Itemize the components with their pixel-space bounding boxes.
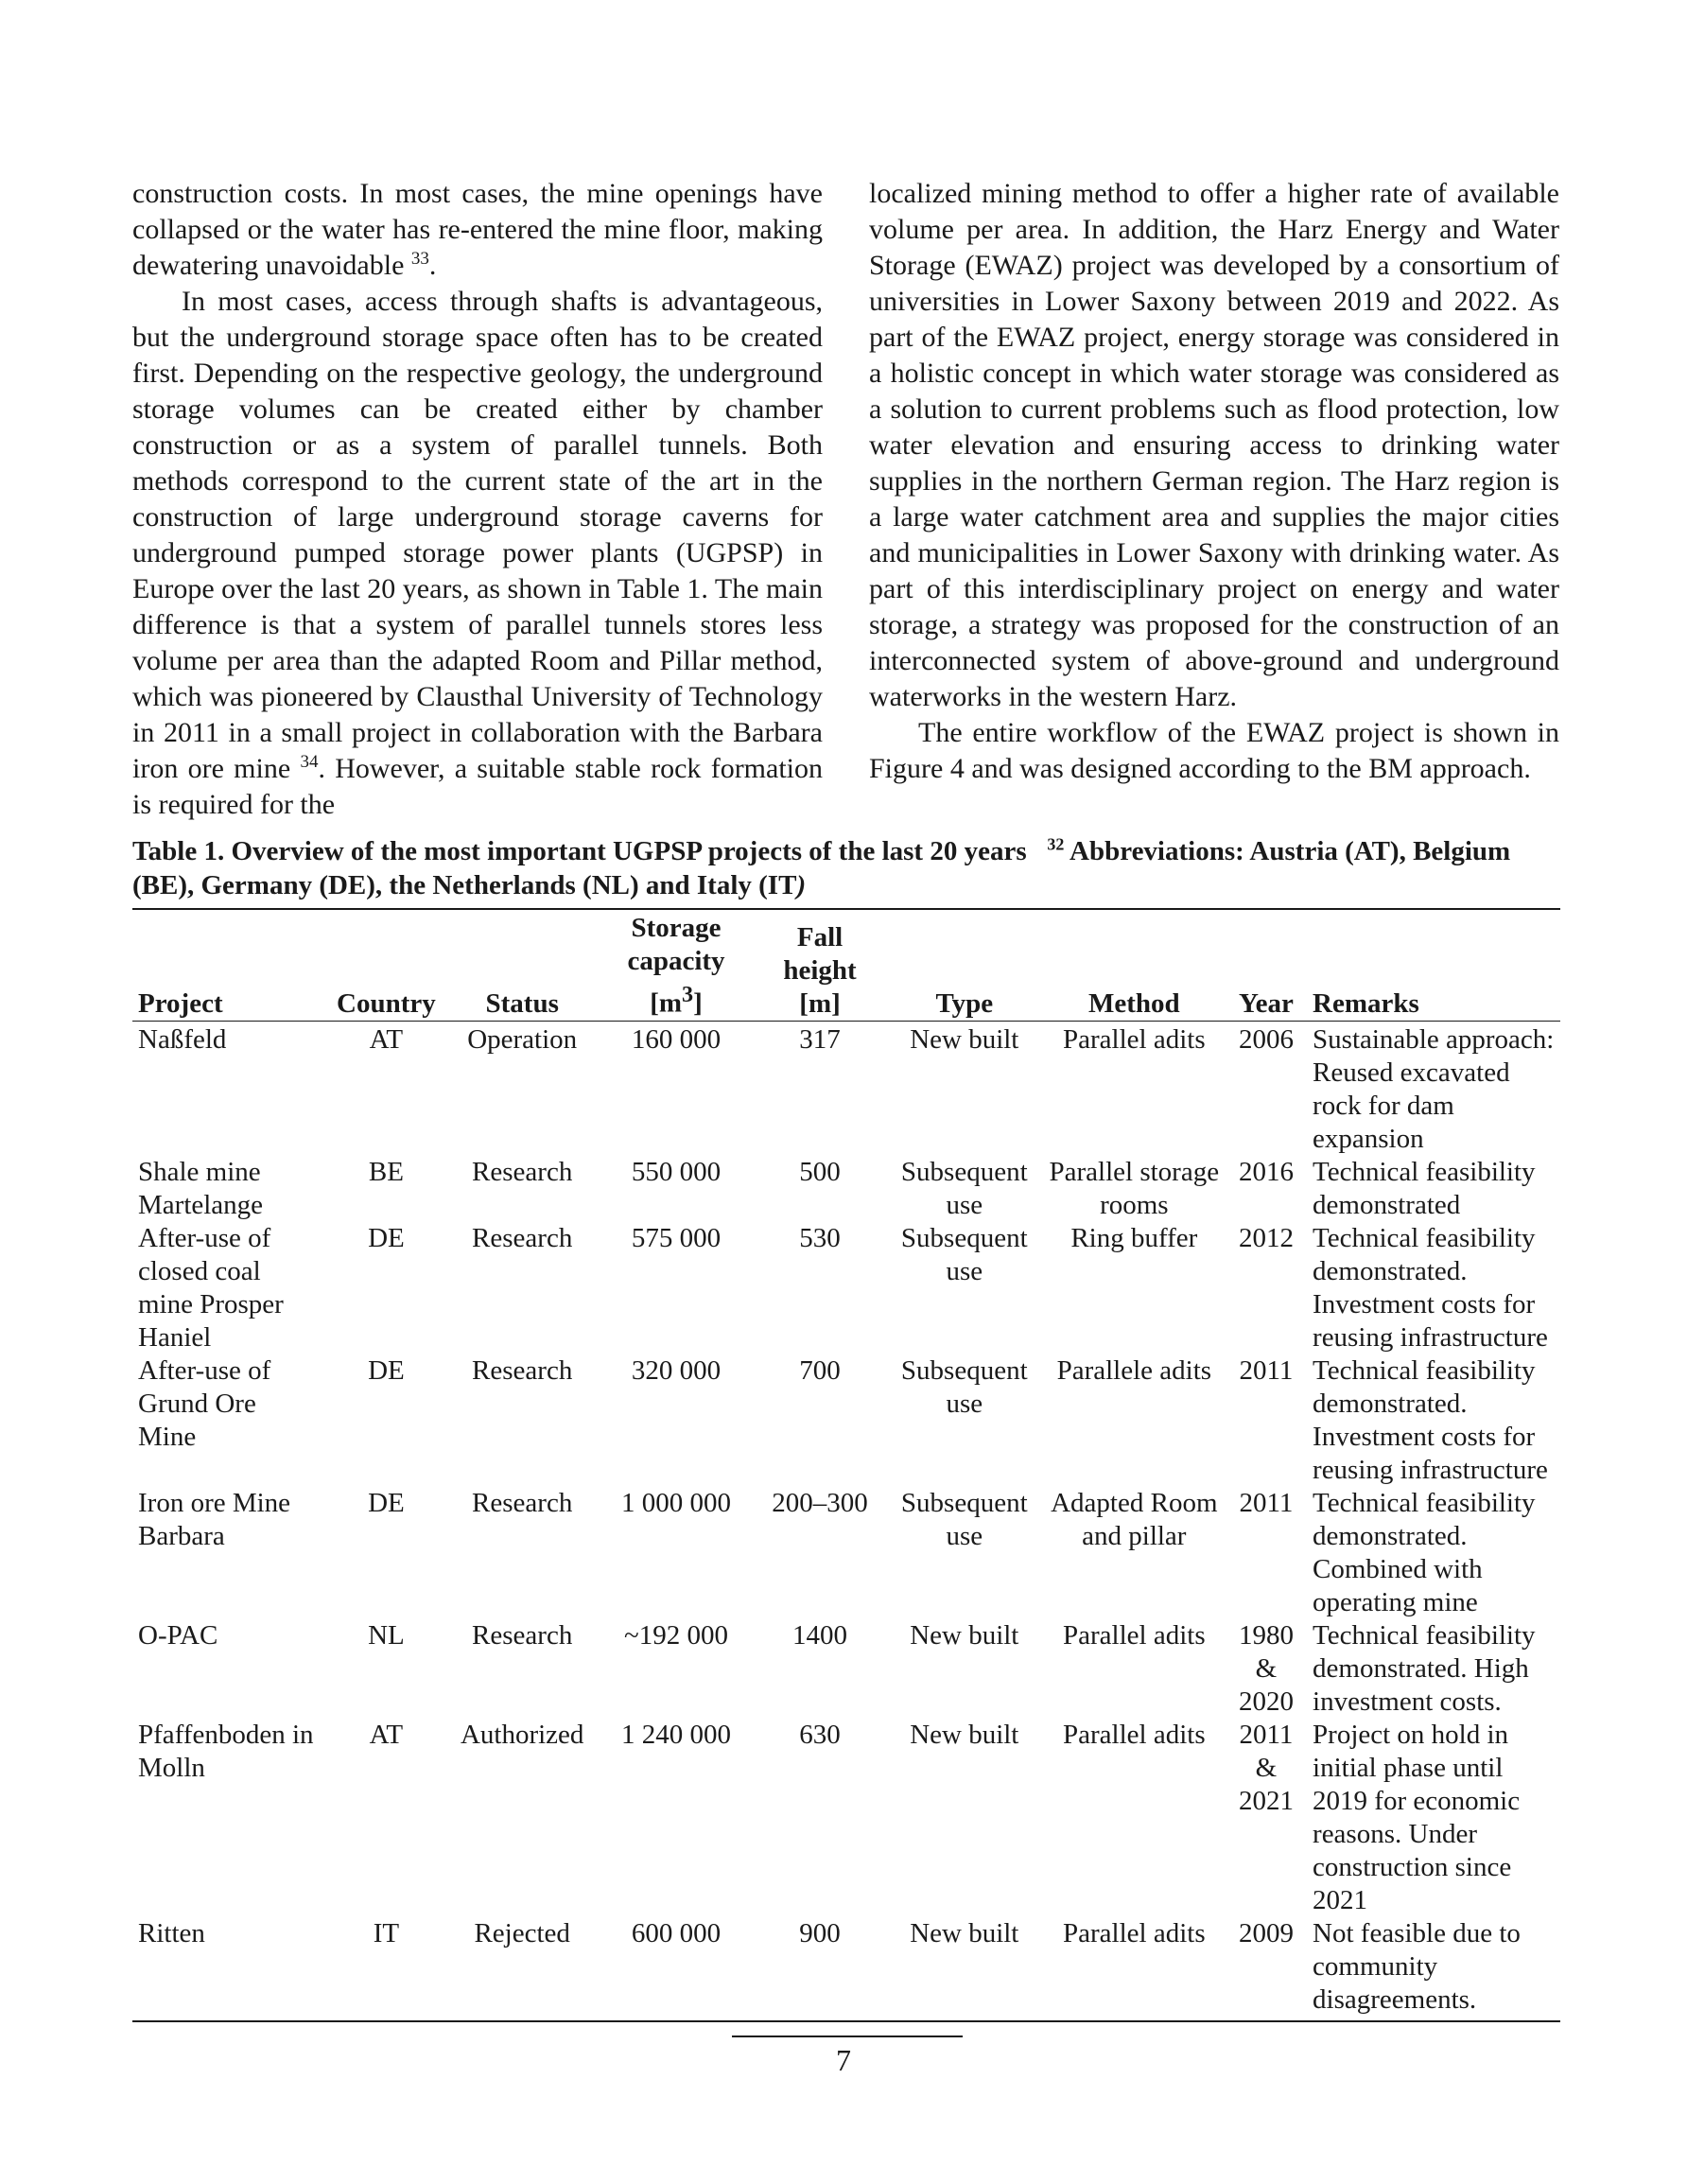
cell-country: DE — [368, 1222, 405, 1253]
table-caption — [132, 834, 1560, 902]
cell-method: Parallel adits — [1063, 1023, 1206, 1055]
cell-project: Naßfeld — [138, 1023, 227, 1055]
cell-year: 2006 — [1238, 1023, 1294, 1055]
ugpsp-table — [132, 908, 1560, 2022]
header-type: Type — [886, 909, 1043, 1021]
citation-32[interactable]: 32 — [1047, 834, 1065, 854]
table-row — [132, 1222, 1560, 1354]
cell-remarks: Technical feasibility demonstrated. Investment costs for reusing infrastructure — [1313, 1354, 1548, 1485]
header-country: Country — [326, 909, 446, 1021]
cell-country: BE — [368, 1156, 404, 1187]
table-caption-close: ) — [796, 870, 807, 900]
cell-fall-height: 200–300 — [772, 1487, 868, 1518]
left-paragraph-2 — [132, 284, 823, 823]
table-header-row — [132, 909, 1560, 1021]
left-paragraph-2-end: . However, a suitable stable rock formation is required for the — [132, 753, 823, 820]
right-column — [869, 176, 1559, 787]
cell-storage: 1 240 000 — [621, 1719, 731, 1750]
cell-status: Research — [472, 1619, 573, 1651]
header-status: Status — [446, 909, 599, 1021]
cell-method: Parallele adits — [1056, 1354, 1212, 1386]
header-storage-end: ] — [693, 987, 703, 1019]
cell-country: DE — [368, 1354, 405, 1386]
cell-type: Subsequent use — [900, 1354, 1028, 1419]
cell-fall-height: 530 — [799, 1222, 841, 1253]
header-storage-text: Storage capacity [m — [627, 913, 725, 1019]
left-paragraph-1-end: . — [428, 250, 437, 281]
cell-remarks: Technical feasibility demonstrated. Combined with operating mine — [1313, 1487, 1536, 1617]
cell-method: Parallel adits — [1063, 1719, 1206, 1750]
table-row — [132, 1487, 1560, 1619]
cell-country: DE — [368, 1487, 405, 1518]
cell-fall-height: 317 — [799, 1023, 841, 1055]
cell-status: Research — [472, 1222, 573, 1253]
cell-remarks: Project on hold in initial phase until 2019 for economic reasons. Under construction since 2021 — [1313, 1719, 1521, 1915]
citation-33[interactable]: 33 — [410, 249, 429, 269]
cell-type: New built — [910, 1619, 1019, 1651]
right-paragraph-2: The entire workflow of the EWAZ project is shown in Figure 4 and was designed according to the BM approach. — [869, 717, 1559, 784]
cell-fall-height: 500 — [799, 1156, 841, 1187]
cell-storage: 575 000 — [631, 1222, 722, 1253]
cell-project: Pfaffenboden in Molln — [138, 1719, 314, 1783]
cell-country: NL — [368, 1619, 405, 1651]
cell-method: Parallel adits — [1063, 1619, 1206, 1651]
cell-year: 2009 — [1238, 1917, 1294, 1948]
right-paragraph-1: localized mining method to offer a higher rate of available volume per area. In addition, the Harz Energy and Water Storage (EWAZ) project was developed by a consortium of universities in Lower Saxony between 2019 and 2022. As part of the EWAZ project, energy storage was considered in a holistic concept in which water storage was considered as a solution to current problems such as flood protection, low water elevation and ensuring access to drinking water supplies in the northern German region. The Harz region is a large water catchment area and supplies the major cities and municipalities in Lower Saxony with drinking water. As part of this interdisciplinary project on energy and water storage, a strategy was proposed for the construction of an interconnected system of above-ground and underground waterworks in the western Harz. — [869, 178, 1559, 712]
cell-storage: 160 000 — [631, 1023, 722, 1055]
cell-status: Rejected — [474, 1917, 570, 1948]
table-caption-abbreviations: Abbreviations: Austria (AT), Belgium (BE), Germany (DE), the Netherlands (NL) and Italy (IT — [132, 836, 1511, 900]
cell-remarks: Not feasible due to community disagreements. — [1313, 1917, 1521, 2015]
cell-method: Parallel storage rooms — [1049, 1156, 1220, 1220]
page-number: 7 — [836, 2043, 851, 2077]
citation-34[interactable]: 34 — [300, 752, 319, 772]
left-paragraph-1 — [132, 176, 823, 284]
cell-country: AT — [369, 1719, 404, 1750]
cell-remarks: Technical feasibility demonstrated. High investment costs. — [1313, 1619, 1536, 1717]
cell-project: Ritten — [138, 1917, 205, 1948]
cell-project: After-use of Grund Ore Mine — [138, 1354, 271, 1452]
cell-project: After-use of closed coal mine Prosper Haniel — [138, 1222, 284, 1353]
cell-project: Shale mine Martelange — [138, 1156, 264, 1220]
cell-fall-height: 700 — [799, 1354, 841, 1386]
cell-project: Iron ore Mine Barbara — [138, 1487, 291, 1551]
cell-fall-height: 900 — [799, 1917, 841, 1948]
table-caption-title: Table 1. Overview of the most important UGPSP projects of the last 20 years — [132, 836, 1027, 866]
cell-type: Subsequent use — [900, 1222, 1028, 1286]
table-row — [132, 1619, 1560, 1719]
cell-year: 1980 & 2020 — [1238, 1619, 1294, 1717]
header-year: Year — [1226, 909, 1307, 1021]
cell-remarks: Sustainable approach: Reused excavated rock for dam expansion — [1313, 1023, 1555, 1154]
cell-storage: 1 000 000 — [621, 1487, 731, 1518]
cell-status: Research — [472, 1487, 573, 1518]
cell-project: O-PAC — [138, 1619, 218, 1651]
cell-method: Adapted Room and pillar — [1051, 1487, 1218, 1551]
cell-year: 2011 & 2021 — [1238, 1719, 1294, 1816]
cell-year: 2012 — [1238, 1222, 1294, 1253]
cell-storage: 320 000 — [631, 1354, 722, 1386]
cell-storage: 600 000 — [631, 1917, 722, 1948]
header-storage-sup: 3 — [682, 982, 694, 1007]
cell-status: Research — [472, 1354, 573, 1386]
header-remarks: Remarks — [1307, 909, 1560, 1021]
cell-year: 2011 — [1239, 1487, 1294, 1518]
cell-method: Ring buffer — [1070, 1222, 1198, 1253]
cell-fall-height: 1400 — [792, 1619, 848, 1651]
cell-type: Subsequent use — [900, 1156, 1028, 1220]
header-fall-height: Fall height [m] — [754, 909, 886, 1021]
table-row — [132, 1719, 1560, 1917]
cell-country: IT — [373, 1917, 400, 1948]
left-paragraph-1-text: construction costs. In most cases, the mine openings have collapsed or the water has re-entered the mine floor, making dewatering unavoidable — [132, 178, 823, 281]
cell-type: New built — [910, 1023, 1019, 1055]
left-column — [132, 176, 823, 823]
cell-storage: ~192 000 — [624, 1619, 728, 1651]
cell-type: Subsequent use — [900, 1487, 1028, 1551]
cell-storage: 550 000 — [631, 1156, 722, 1187]
cell-status: Research — [472, 1156, 573, 1187]
table-row — [132, 1021, 1560, 1156]
page-number-rule — [732, 2035, 963, 2037]
header-storage — [599, 909, 755, 1021]
cell-status: Authorized — [460, 1719, 584, 1750]
cell-year: 2016 — [1238, 1156, 1294, 1187]
table-row — [132, 1354, 1560, 1487]
cell-year: 2011 — [1239, 1354, 1294, 1386]
cell-type: New built — [910, 1917, 1019, 1948]
left-paragraph-2-text: In most cases, access through shafts is advantageous, but the underground storage space often has to be created first. Depending on the respective geology, the underground storage volumes can be created either by chamber construction or as a system of parallel tunnels. Both methods correspond to the current state of the art in the construction of large underground storage caverns for underground pumped storage power plants (UGPSP) in Europe over the last 20 years, as shown in Table 1. The main difference is that a system of parallel tunnels stores less volume per area than the adapted Room and Pillar method, which was pioneered by Clausthal University of Technology in 2011 in a small project in collaboration with the Barbara iron ore mine — [132, 286, 823, 784]
table-row — [132, 1156, 1560, 1222]
table-row — [132, 1917, 1560, 2021]
cell-method: Parallel adits — [1063, 1917, 1206, 1948]
header-method: Method — [1043, 909, 1226, 1021]
cell-type: New built — [910, 1719, 1019, 1750]
cell-country: AT — [369, 1023, 404, 1055]
cell-fall-height: 630 — [799, 1719, 841, 1750]
cell-status: Operation — [467, 1023, 578, 1055]
cell-remarks: Technical feasibility demonstrated. Investment costs for reusing infrastructure — [1313, 1222, 1548, 1353]
header-project: Project — [132, 909, 326, 1021]
cell-remarks: Technical feasibility demonstrated — [1313, 1156, 1536, 1220]
